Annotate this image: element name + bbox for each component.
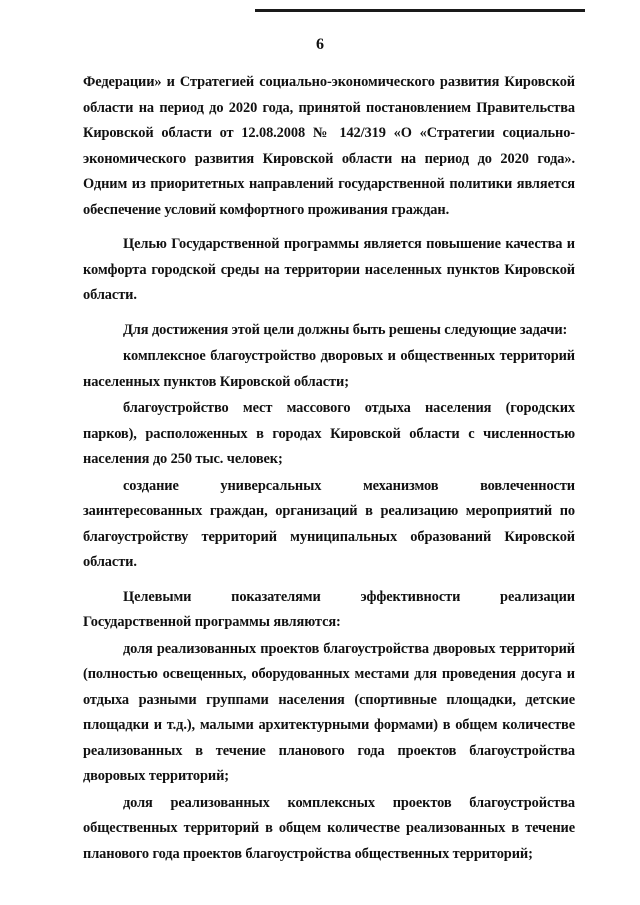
- paragraph: Целью Государственной программы является повышение качества и комфорта городской среды на территории населенных пунктов Кировской области.: [83, 236, 575, 303]
- top-rule: [255, 9, 585, 12]
- document-body: [83, 70, 575, 868]
- page-number: 6: [316, 36, 324, 53]
- paragraph: Федерации» и Стратегией социально-экономического развития Кировской области на период до 2020 года, принятой постановлением Правительства Кировской области от 12.08.2008 № 142/319 «О «Стратегии социально-экономического развития Кировской области на период до 2020 года». Одним из приоритетных направлений государственной политики является обеспечение условий комфортного проживания граждан.: [83, 74, 575, 218]
- paragraph: Для достижения этой цели должны быть решены следующие задачи:: [123, 321, 568, 338]
- paragraph: доля реализованных комплексных проектов благоустройства общественных территорий в общем количестве реализованных в течение планового года проектов благоустройства общественных территорий;: [83, 794, 575, 862]
- paragraph: комплексное благоустройство дворовых и общественных территорий населенных пунктов Кировской области;: [83, 348, 575, 390]
- paragraph: создание универсальных механизмов вовлеченности заинтересованных граждан, организаций в реализацию мероприятий по благоустройству территорий муниципальных образований Кировской области.: [83, 477, 575, 570]
- paragraph: благоустройство мест массового отдыха населения (городских парков), расположенных в городах Кировской области с численностью населения до 250 тыс. человек;: [83, 400, 575, 467]
- paragraph: доля реализованных проектов благоустройства дворовых территорий (полностью освещенных, оборудованных местами для проведения досуга и отдыха разными группами населения (спортивные площадки, детские площадки и т.д.), малыми архитектурными формами) в общем количестве реализованных в течение планового года проектов благоустройства дворовых территорий;: [83, 640, 575, 784]
- paragraph: Целевыми показателями эффективности реализации Государственной программы являются:: [83, 588, 575, 630]
